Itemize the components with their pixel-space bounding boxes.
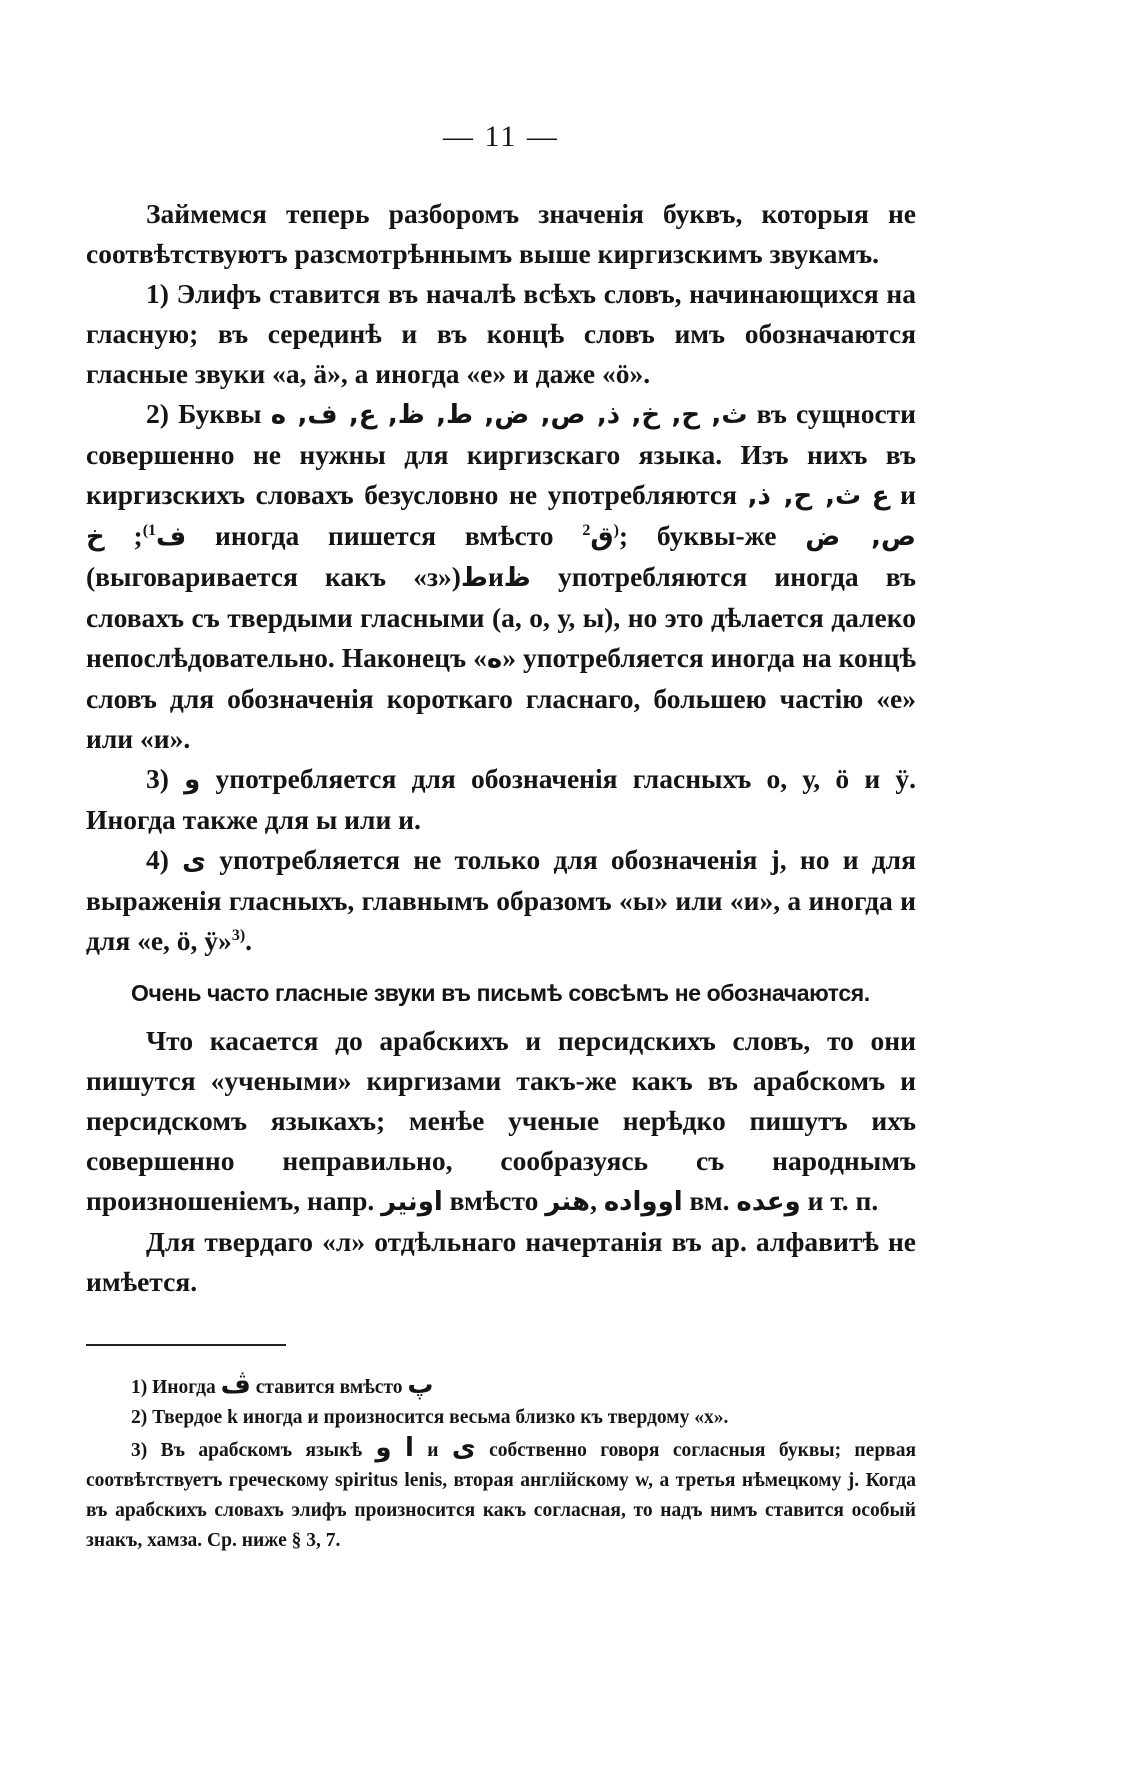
- text: и т. п.: [807, 1185, 879, 1216]
- arabic-letter: ا: [404, 1433, 414, 1463]
- book-page: [86, 120, 916, 1556]
- arabic-letters: ث, ح, ذ,: [747, 481, 862, 511]
- arabic-letter: ق: [590, 522, 614, 552]
- arabic-word: هنر: [545, 1187, 591, 1217]
- paragraph-intro: Займемся теперь разборомъ значенія буквъ, которыя не соотвѣтствуютъ разсмотрѣннымъ выше киргизскимъ звукамъ.: [86, 198, 916, 269]
- text: употребляются иногда въ словахъ съ твердыми гласными (а, о, у, ы), но это дѣлается далеко непослѣдовательно. Наконецъ «: [86, 561, 917, 673]
- paragraph-ye: [86, 840, 916, 961]
- text: и: [900, 479, 917, 510]
- paragraph-arabic-persian: [86, 1021, 916, 1222]
- text: ставится вмѣсто: [255, 1377, 403, 1398]
- arabic-letters: ث, ح, خ, ذ, ص, ض, ط, ظ, ع, ف, ه: [270, 400, 748, 430]
- text: .: [245, 925, 253, 956]
- text: и: [487, 561, 504, 592]
- arabic-letter: ى: [451, 1433, 476, 1463]
- text: употребляется не только для обозначенія j, но и для выраженія гласныхъ, главнымъ образомъ «ы» или «и», а иногда и для «е, ö, ӱ»: [86, 844, 916, 956]
- arabic-letter: ه: [486, 644, 503, 674]
- text: употребляется для обозначенія гласныхъ о, у, ö и ӱ. Иногда также для ы или и.: [86, 763, 917, 835]
- text: ; буквы-же: [618, 520, 777, 551]
- arabic-letter: ڤ: [220, 1370, 251, 1400]
- arabic-letter: ف: [156, 522, 187, 552]
- text: вмѣсто: [449, 1185, 539, 1216]
- text: 1) Иногда: [131, 1377, 216, 1398]
- text: и: [427, 1440, 439, 1461]
- arabic-letter: ع: [871, 481, 890, 511]
- text: въ сущности совершенно не нужны для киргизскаго языка. Изъ нихъ въ киргизскихъ словахъ безусловно не употребляются: [86, 398, 917, 510]
- text: 3): [146, 763, 169, 794]
- arabic-letter: پ: [407, 1370, 434, 1400]
- arabic-letter: خ: [86, 522, 105, 552]
- paragraph-vav: [86, 759, 916, 840]
- paragraph-elif: 1) Элифъ ставится въ началѣ всѣхъ словъ, начинающихся на гласную; въ серединѣ и въ концѣ словъ имъ обозначаются гласные звуки «а, ä», а иногда «е» и даже «ö».: [86, 278, 916, 389]
- arabic-letter: ط: [460, 563, 488, 593]
- text: 4): [146, 844, 169, 875]
- text: 2) Буквы: [146, 398, 262, 429]
- paragraph-unneeded-letters: [86, 394, 916, 759]
- text: собственно говоря согласныя буквы; первая соотвѣтствуетъ греческому spiritus lenis, вторая англійскому w, а третья нѣмецкому j. Когда въ арабскихъ словахъ элифъ произносится какъ согласная, то надъ нимъ ставится особый знакъ, хамза. Ср. ниже § 3, 7.: [86, 1440, 917, 1551]
- arabic-letter: و: [375, 1433, 392, 1463]
- arabic-word: وعده: [736, 1187, 801, 1217]
- page-number: — 11 —: [443, 120, 559, 153]
- text: 3) Въ арабскомъ языкѣ: [131, 1440, 363, 1461]
- paragraph-hard-l: Для твердаго «л» отдѣльнаго начертанія въ ар. алфавитѣ не имѣется.: [86, 1226, 916, 1297]
- arabic-letter: ى: [182, 846, 206, 876]
- text: вм.: [689, 1185, 730, 1216]
- arabic-word: اوواده: [603, 1187, 683, 1217]
- footnote-ref: 2): [582, 521, 619, 539]
- text: Что касается до арабскихъ и персидскихъ словъ, то они пишутся «учеными» киргизами такъ-же какъ въ арабскомъ и персидскомъ языкахъ; менѣе ученые нерѣдко пишутъ ихъ совершенно неправильно, сообразуясь съ народнымъ произношеніемъ, напр.: [86, 1025, 916, 1216]
- footnote-divider: [86, 1344, 286, 1346]
- bold-note: Очень часто гласные звуки въ письмѣ совсѣмъ не обозначаются.: [131, 980, 870, 1006]
- footnote-ref: 1): [142, 521, 157, 539]
- text: иногда пишется вмѣсто: [215, 520, 554, 551]
- main-text: [86, 194, 916, 1302]
- arabic-letter: ظ: [503, 563, 531, 593]
- arabic-letter: و: [184, 765, 201, 795]
- footnote-2: 2) Твердое k иногда и произносится весьма близко къ твердому «х».: [131, 1407, 729, 1428]
- footnote-3: [86, 1433, 916, 1556]
- arabic-word: اونير: [381, 1187, 443, 1217]
- footnotes: [86, 1370, 916, 1556]
- footnote-1: [86, 1370, 916, 1403]
- text: ;: [133, 520, 143, 551]
- text: ,: [590, 1185, 597, 1216]
- text: » употребляется иногда на концѣ словъ для обозначенія короткаго гласнаго, большею частію «е» или «и».: [86, 642, 916, 754]
- arabic-letters: ص, ض: [805, 522, 916, 552]
- text: (выговаривается какъ «з»): [86, 561, 461, 592]
- footnote-ref: 3): [231, 926, 246, 944]
